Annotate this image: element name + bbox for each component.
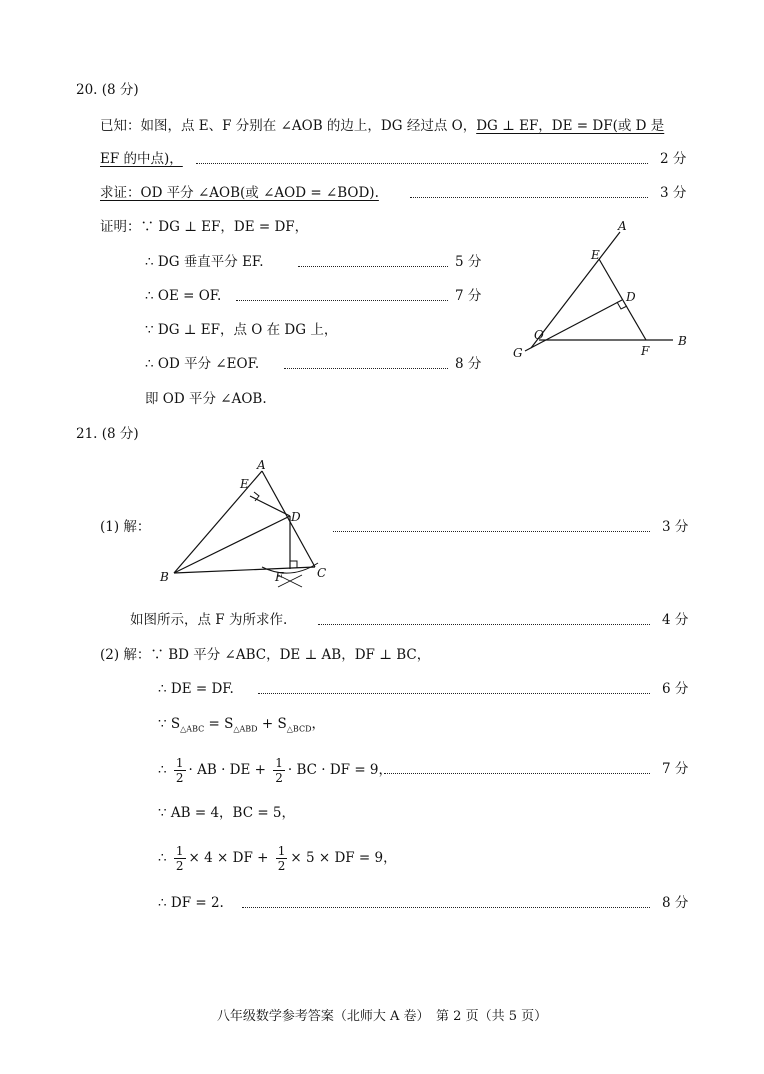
label-O: O <box>534 328 544 342</box>
q20-prove <box>100 183 379 203</box>
q20-proof-3-score: 7 分 <box>455 288 482 304</box>
leader-dots <box>410 197 648 198</box>
leader-dots <box>284 368 448 369</box>
q21-part1-text: 如图所示，点 F 为所求作. <box>130 612 288 628</box>
q21-part2-2-score: 6 分 <box>662 681 689 697</box>
q21-part2-6 <box>158 844 397 873</box>
denominator: 2 <box>175 771 184 785</box>
denominator: 2 <box>277 859 286 873</box>
expr-end: × 5 × DF = 9， <box>290 850 397 866</box>
q21-header: 21. (8 分) <box>76 426 139 442</box>
fraction-half <box>273 756 285 785</box>
label-B: B <box>160 570 169 584</box>
q20-proof-6: 即 OD 平分 ∠AOB. <box>145 391 267 407</box>
right-angle-mark-F <box>290 561 297 568</box>
segment-EF <box>599 259 646 340</box>
label-G: G <box>513 346 523 360</box>
fraction-half <box>174 844 186 873</box>
q20-proof-5-score: 8 分 <box>455 356 482 372</box>
side-AB <box>174 471 262 573</box>
numerator: 1 <box>175 756 184 770</box>
q20-proof-2: ∴ DG 垂直平分 EF. <box>145 254 264 270</box>
label-F: F <box>275 570 284 584</box>
label-D: D <box>291 510 301 524</box>
leader-dots <box>196 163 648 164</box>
label-E: E <box>240 477 249 491</box>
leader-dots <box>236 300 448 301</box>
q21-part1-text-score: 4 分 <box>662 612 689 628</box>
denominator: 2 <box>175 859 184 873</box>
comma: ， <box>311 716 325 732</box>
q21-part2-3 <box>158 714 325 740</box>
q21-figure <box>152 455 337 590</box>
q20-given-1b: DG ⊥ EF，DE = DF(或 D 是 <box>476 118 665 134</box>
q21-part2-7: ∴ DF = 2. <box>158 895 224 911</box>
area-sub-bcd: △BCD <box>286 724 312 734</box>
area-S: = S <box>204 716 234 732</box>
q21-part2-4-score: 7 分 <box>662 761 689 777</box>
q20-given-line2 <box>100 149 183 169</box>
ray-OA <box>531 232 620 348</box>
q20-proof-1: 证明：∵ DG ⊥ EF，DE = DF， <box>100 219 309 235</box>
q20-proof-4: ∵ DG ⊥ EF，点 O 在 DG 上， <box>145 322 338 338</box>
leader-dots <box>333 531 650 532</box>
leader-dots <box>298 266 448 267</box>
page-footer: 八年级数学参考答案（北师大 A 卷） 第 2 页（共 5 页） <box>216 1009 548 1024</box>
side-AC <box>262 471 315 567</box>
therefore-symbol: ∴ <box>158 850 167 866</box>
q20-given-score: 2 分 <box>660 151 687 167</box>
fraction-half <box>174 756 186 785</box>
leader-dots <box>384 773 650 774</box>
q21-part2-5: ∵ AB = 4，BC = 5， <box>158 805 296 821</box>
label-E: E <box>591 248 600 262</box>
q21-part2-1: (2) 解：∵ BD 平分 ∠ABC，DE ⊥ AB，DF ⊥ BC， <box>100 647 431 663</box>
expr-end: · BC · DF = 9， <box>287 762 393 778</box>
q21-part1-label: (1) 解： <box>100 519 151 535</box>
area-sub-abd: △ABD <box>233 724 258 734</box>
label-C: C <box>317 566 327 580</box>
area-S: ∵ S <box>158 716 181 732</box>
leader-dots <box>258 693 650 694</box>
expr-mid: · AB · DE + <box>188 762 266 778</box>
denominator: 2 <box>275 771 283 785</box>
q20-proof-2-score: 5 分 <box>455 254 482 270</box>
area-S: + S <box>257 716 287 732</box>
label-F: F <box>641 344 650 358</box>
bisector-BD <box>174 516 290 573</box>
label-B: B <box>678 334 687 348</box>
q20-header: 20. (8 分) <box>76 82 139 98</box>
q20-given-2a: EF 的中点)， <box>100 151 183 167</box>
q20-prove-text: 求证：OD 平分 ∠AOB(或 ∠AOD = ∠BOD). <box>100 185 379 201</box>
q21-part2-7-score: 8 分 <box>662 895 689 911</box>
fraction-half <box>276 844 288 873</box>
expr-mid: × 4 × DF + <box>188 850 269 866</box>
q21-part2-2: ∴ DE = DF. <box>158 681 234 697</box>
numerator: 1 <box>175 844 184 858</box>
area-sub-abc: △ABC <box>180 724 205 734</box>
label-A: A <box>257 458 266 472</box>
q20-given-line1 <box>100 116 664 136</box>
numerator: 1 <box>275 756 283 770</box>
q20-figure <box>505 215 705 370</box>
q21-part2-4 <box>158 756 392 785</box>
leader-dots <box>242 907 650 908</box>
line-GD <box>525 300 622 351</box>
label-D: D <box>626 290 636 304</box>
numerator: 1 <box>277 844 286 858</box>
q20-proof-3: ∴ OE = OF. <box>145 288 222 304</box>
q20-prove-score: 3 分 <box>660 185 687 201</box>
therefore-symbol: ∴ <box>158 762 167 778</box>
q21-part1-score: 3 分 <box>662 519 689 535</box>
leader-dots <box>318 624 650 625</box>
label-A: A <box>618 219 627 233</box>
q20-given-1a: 已知：如图，点 E、F 分别在 ∠AOB 的边上，DG 经过点 O， <box>100 118 477 134</box>
q20-proof-5: ∴ OD 平分 ∠EOF. <box>145 356 260 372</box>
